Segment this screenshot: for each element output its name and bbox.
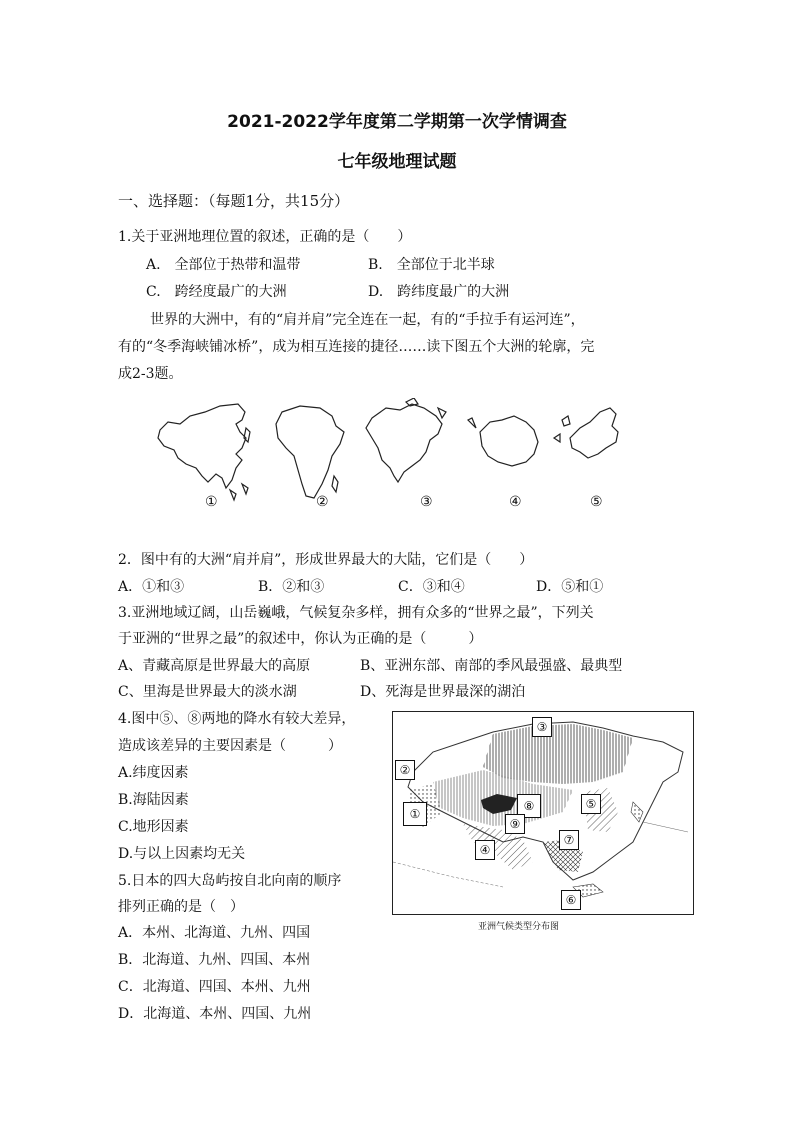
europe-outline (570, 408, 618, 458)
q5-option-d: D．北海道、本州、四国、九州 (118, 1006, 312, 1022)
asia-map-graphic (393, 712, 693, 914)
map-label-5: ⑤ (581, 794, 601, 814)
q4-option-b: B.海陆因素 (118, 792, 189, 808)
page-title: 2021-2022学年度第二学期第一次学情调查 (227, 112, 567, 132)
map-label-7: ⑦ (559, 830, 579, 850)
map-label-3: ③ (532, 717, 552, 737)
continent-outlines-figure (150, 398, 620, 518)
q5-option-c: C．北海道、四国、本州、九州 (118, 979, 311, 995)
q3-option-c: C、里海是世界最大的淡水湖 (118, 684, 297, 700)
q2-stem: 2．图中有的大洲“肩并肩”，形成世界最大的大陆，它们是（ ） (118, 552, 534, 568)
q3-option-d: D、死海是世界最深的湖泊 (360, 684, 526, 700)
passage-line-2: 有的“冬季海峡铺冰桥”，成为相互连接的捷径……读下图五个大洲的轮廓，完 (118, 339, 595, 355)
map-caption: 亚洲气候类型分布图 (478, 922, 560, 932)
q2-option-c: C．③和④ (398, 579, 465, 595)
passage-line-3: 成2-3题。 (118, 366, 183, 382)
continent-label-1: ① (205, 494, 218, 510)
q1-option-a: A. 全部位于热带和温带 (146, 257, 301, 273)
q1-option-c: C. 跨经度最广的大洲 (146, 284, 287, 300)
map-label-9: ⑨ (505, 814, 525, 834)
map-label-1: ① (403, 802, 427, 826)
map-label-4: ④ (475, 840, 495, 860)
q5-option-a: A．本州、北海道、九州、四国 (118, 925, 311, 941)
q5-stem-line-2: 排列正确的是（ ） (118, 899, 244, 915)
page-subtitle: 七年级地理试题 (337, 152, 457, 172)
q4-option-d: D.与以上因素均无关 (118, 846, 246, 862)
continent-label-2: ② (316, 494, 329, 510)
q5-option-b: B．北海道、九州、四国、本州 (118, 952, 311, 968)
q1-stem: 1.关于亚洲地理位置的叙述，正确的是（ ） (118, 229, 412, 245)
continent-label-4: ④ (509, 494, 522, 510)
q2-option-d: D．⑤和① (536, 579, 604, 595)
q3-stem-line-2: 于亚洲的“世界之最”的叙述中，你认为正确的是（ ） (118, 631, 483, 647)
map-label-8: ⑧ (517, 794, 541, 818)
q2-option-b: B．②和③ (258, 579, 325, 595)
africa-outline (276, 406, 344, 498)
north-america-outline (366, 404, 442, 482)
q5-stem-line-1: 5.日本的四大岛屿按自北向南的顺序 (118, 873, 342, 889)
q4-option-a: A.纬度因素 (118, 765, 189, 781)
map-label-2: ② (395, 760, 415, 780)
continent-label-5: ⑤ (590, 494, 603, 510)
q1-option-d: D. 跨纬度最广的大洲 (368, 284, 510, 300)
q1-option-b: B. 全部位于北半球 (368, 257, 495, 273)
section-heading: 一、选择题：（每题1分，共15分） (118, 192, 350, 210)
passage-line-1: 世界的大洲中，有的“肩并肩”完全连在一起，有的“手拉手有运河连”， (150, 312, 585, 328)
asia-climate-map (392, 711, 694, 915)
q2-option-a: A．①和③ (118, 579, 185, 595)
q4-stem-line-1: 4.图中⑤、⑧两地的降水有较大差异， (118, 711, 356, 727)
q4-option-c: C.地形因素 (118, 819, 189, 835)
continent-label-3: ③ (420, 494, 433, 510)
map-label-6: ⑥ (561, 890, 581, 910)
q4-stem-line-2: 造成该差异的主要因素是（ ） (118, 738, 342, 754)
q3-option-a: A、青藏高原是世界最大的高原 (118, 658, 311, 674)
asia-outline (158, 404, 246, 488)
antarctica-outline (480, 416, 538, 466)
q3-stem-line-1: 3.亚洲地域辽阔，山岳巍峨，气候复杂多样，拥有众多的“世界之最”，下列关 (118, 605, 594, 621)
q3-option-b: B、亚洲东部、南部的季风最强盛、最典型 (360, 658, 623, 674)
